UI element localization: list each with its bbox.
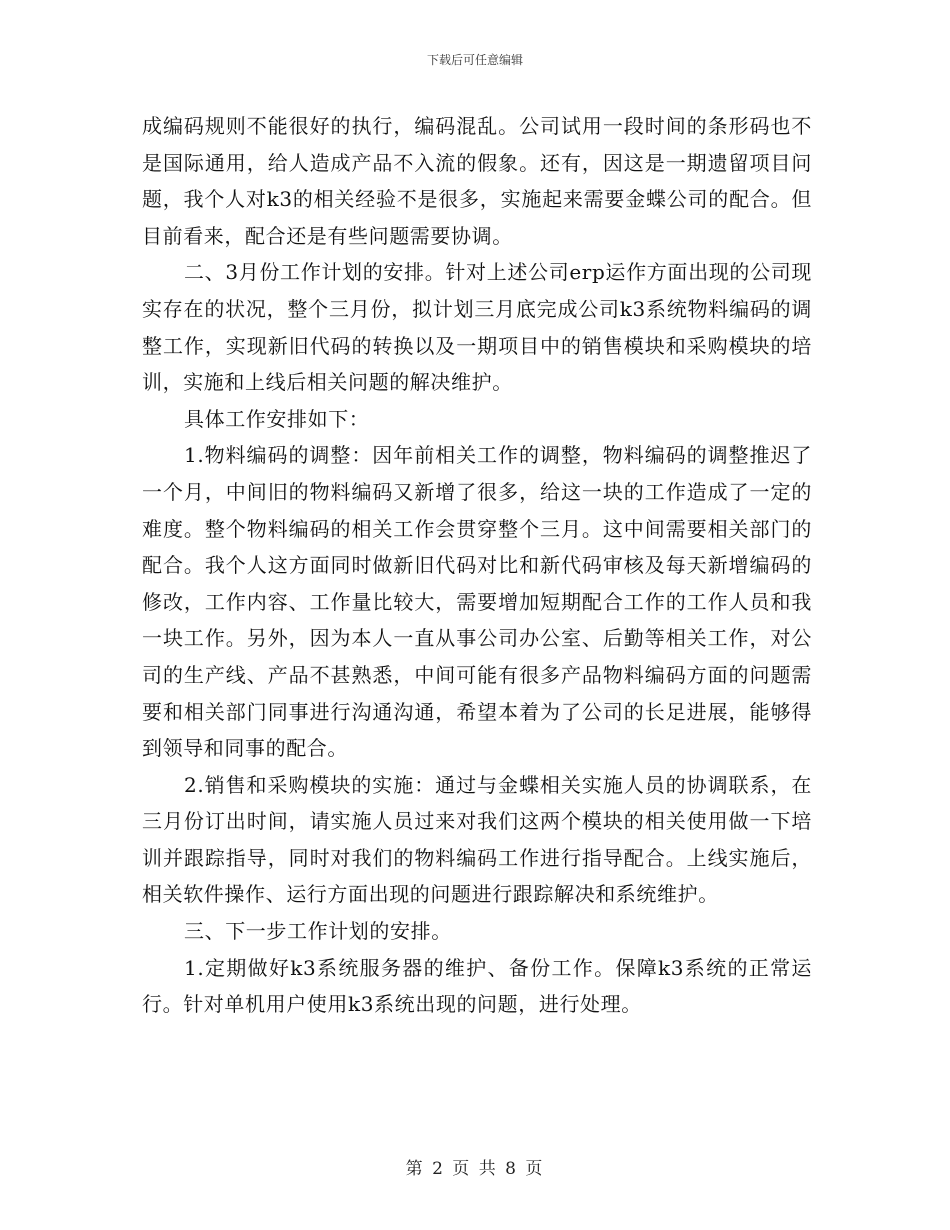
paragraph-4: 1.物料编码的调整：因年前相关工作的调整，物料编码的调整推迟了一个月，中间旧的物料编码又新增了很多，给这一块的工作造成了一定的难度。整个物料编码的相关工作会贯穿整个三月。这中间需要相关部门的配合。我个人这方面同时做新旧代码对比和新代码审核及每天新增编码的修改，工作内容、工作量比较大，需要增加短期配合工作的工作人员和我一块工作。另外，因为本人一直从事公司办公室、后勤等相关工作，对公司的生产线、产品不甚熟悉，中间可能有很多产品物料编码方面的问题需要和相关部门同事进行沟通沟通，希望本着为了公司的长足进展，能够得到领导和同事的配合。 bbox=[142, 443, 812, 761]
paragraph-6: 三、下一步工作计划的安排。 bbox=[184, 919, 452, 944]
document-body bbox=[142, 108, 812, 1023]
paragraph-1: 成编码规则不能很好的执行，编码混乱。公司试用一段时间的条形码也不是国际通用，给人造成产品不入流的假象。还有，因这是一期遗留项目问题，我个人对k3的相关经验不是很多，实施起来需要金蝶公司的配合。但目前看来，配合还是有些问题需要协调。 bbox=[142, 114, 812, 248]
paragraph-3: 具体工作安排如下： bbox=[184, 406, 370, 431]
paragraph-7: 1.定期做好k3系统服务器的维护、备份工作。保障k3系统的正常运行。针对单机用户使用k3系统出现的问题，进行处理。 bbox=[142, 955, 812, 1017]
paragraph-5: 2.销售和采购模块的实施：通过与金蝶相关实施人员的协调联系，在三月份订出时间，请实施人员过来对我们这两个模块的相关使用做一下培训并跟踪指导，同时对我们的物料编码工作进行指导配合。上线实施后，相关软件操作、运行方面出现的问题进行跟踪解决和系统维护。 bbox=[142, 772, 812, 907]
page-header: 下载后可任意编辑 bbox=[426, 53, 523, 67]
page-footer: 第 2 页 共 8 页 bbox=[405, 1159, 545, 1179]
paragraph-2: 二、3月份工作计划的安排。针对上述公司erp运作方面出现的公司现实存在的状况，整个三月份，拟计划三月底完成公司k3系统物料编码的调整工作，实现新旧代码的转换以及一期项目中的销售模块和采购模块的培训，实施和上线后相关问题的解决维护。 bbox=[142, 260, 812, 395]
